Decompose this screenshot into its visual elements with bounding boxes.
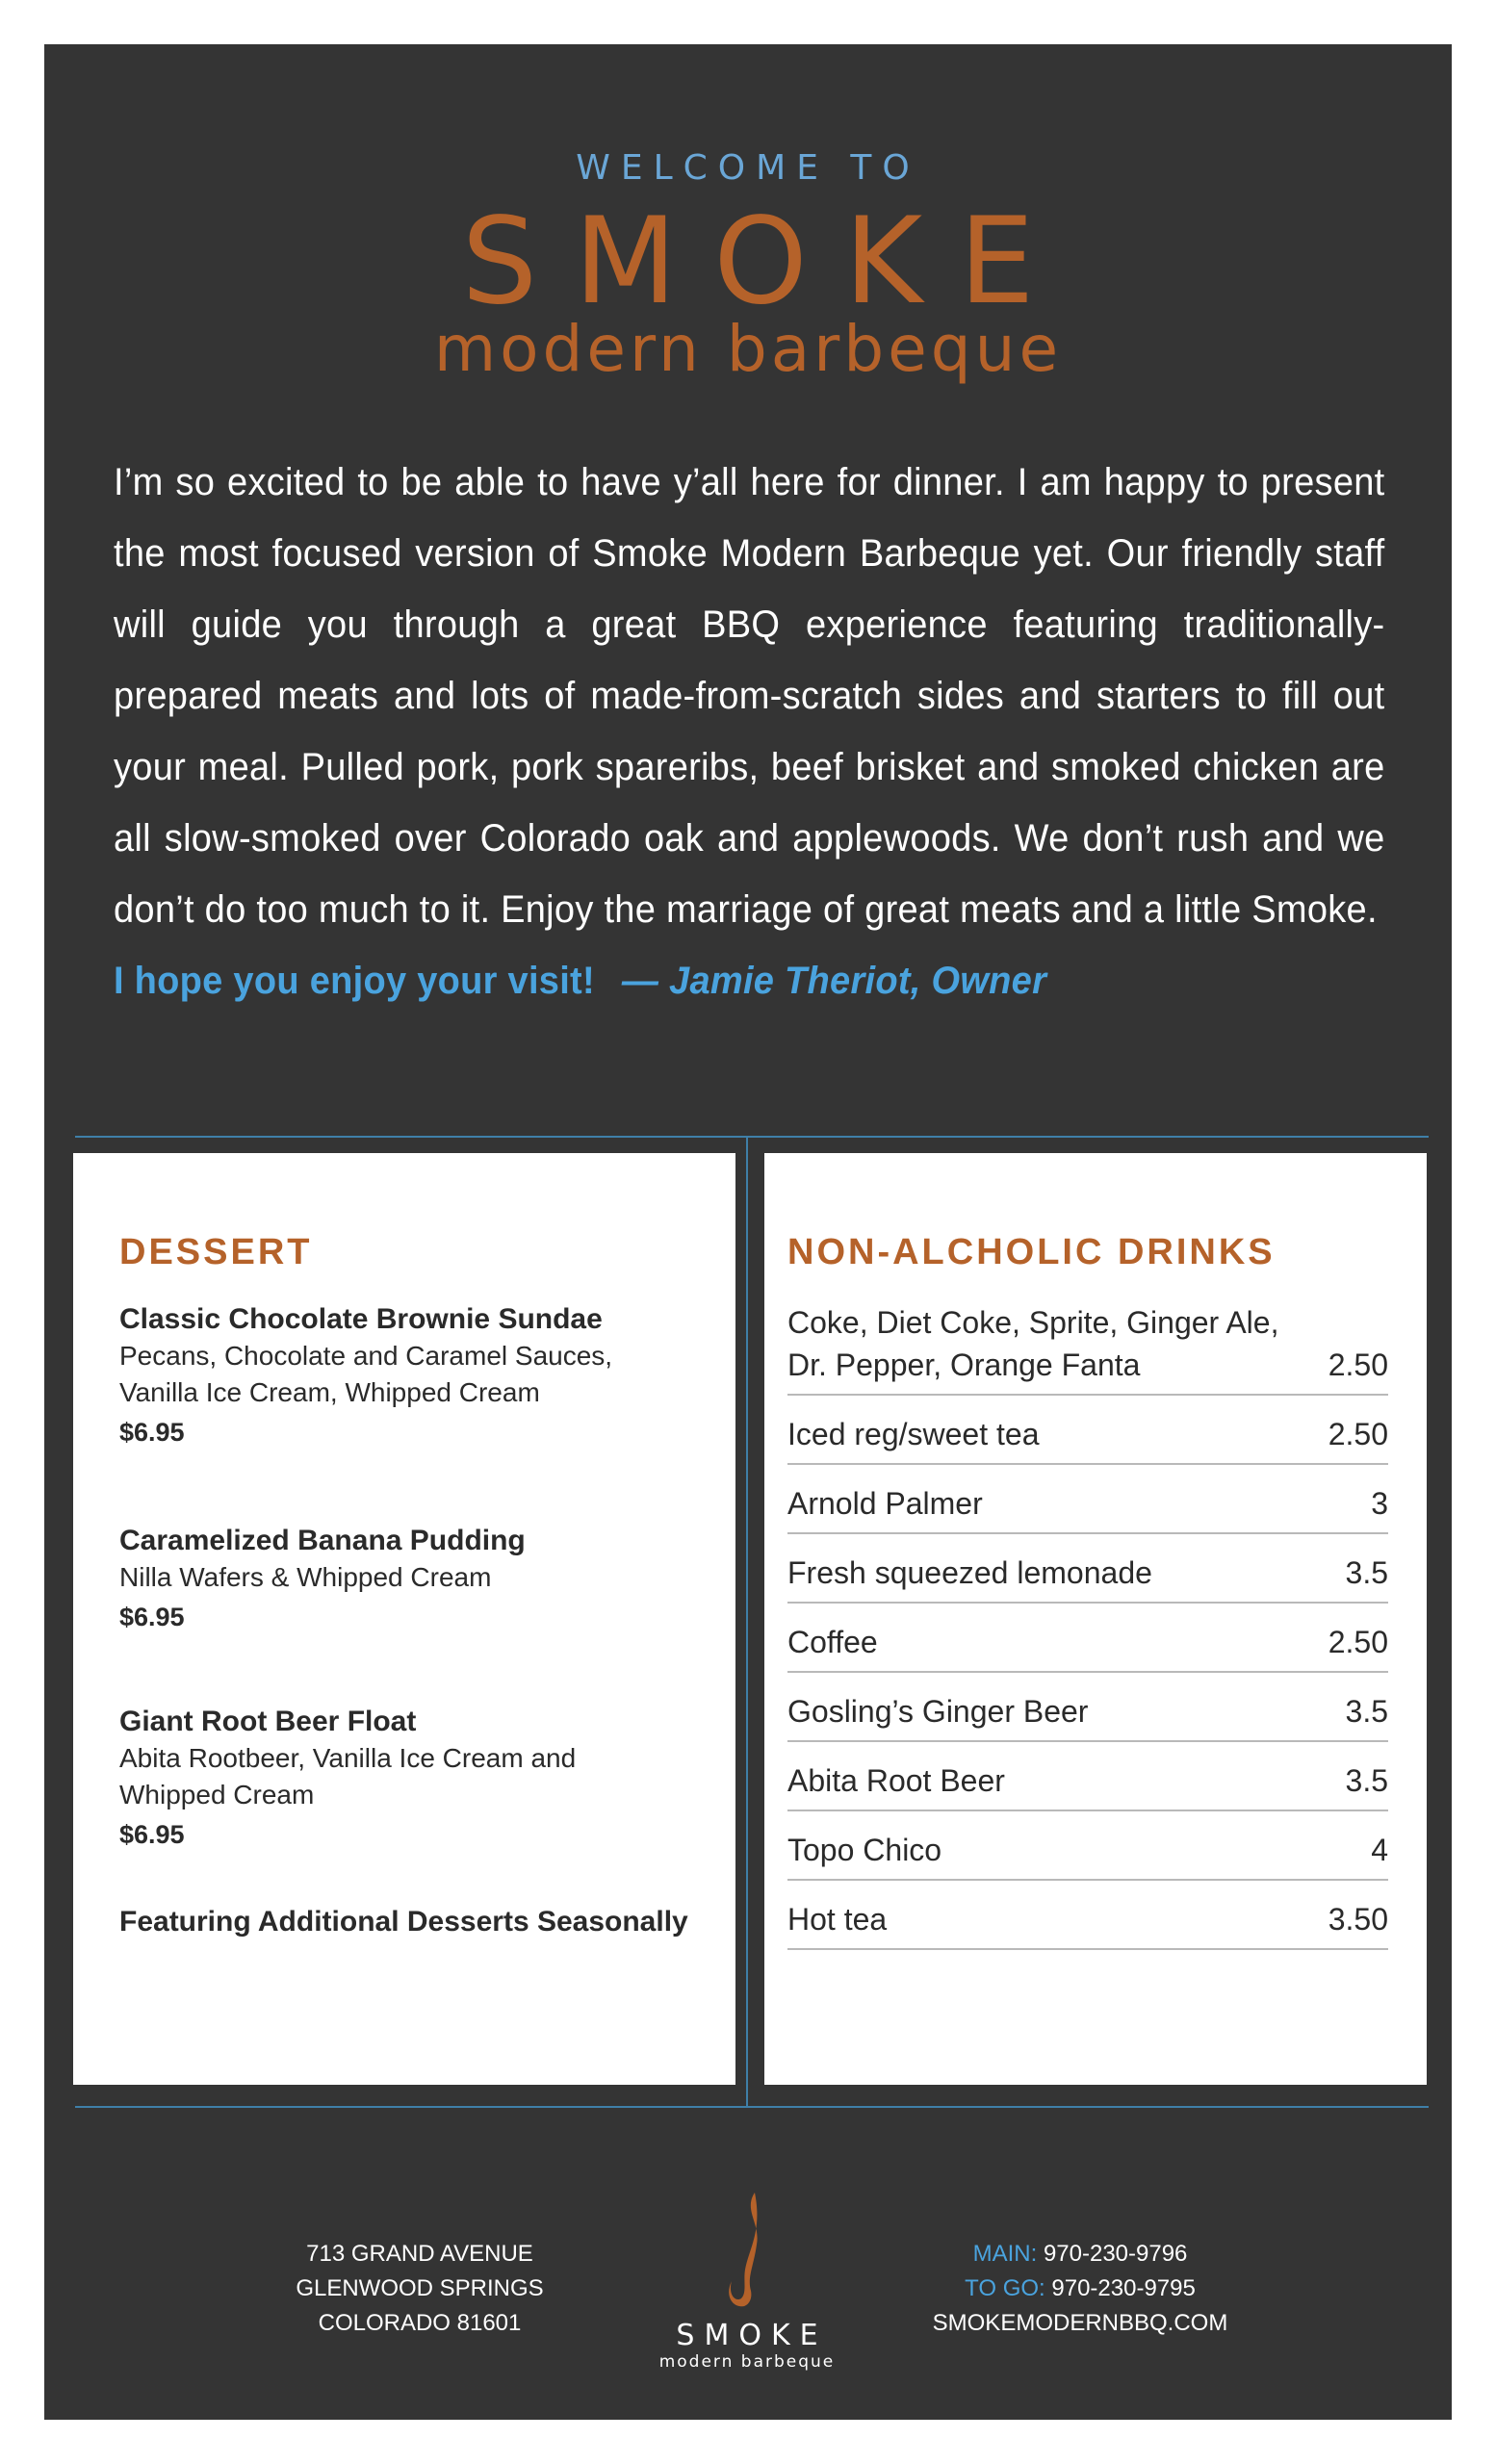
dessert-desc-line: Whipped Cream <box>119 1780 315 1810</box>
drink-row <box>787 1811 1388 1881</box>
drink-price: 2.50 <box>1328 1348 1388 1382</box>
welcome-heading: WELCOME TO <box>576 148 920 188</box>
main-phone-line <box>907 2237 1253 2272</box>
dessert-name: Giant Root Beer Float <box>119 1706 417 1737</box>
dessert-title: DESSERT <box>119 1232 313 1272</box>
drink-name: Coffee <box>787 1625 878 1659</box>
drink-name: Fresh squeezed lemonade <box>787 1555 1152 1590</box>
menu-page <box>44 44 1452 2420</box>
drink-name: Topo Chico <box>787 1833 942 1867</box>
dessert-price: $6.95 <box>119 1603 185 1631</box>
drink-price: 2.50 <box>1328 1625 1388 1659</box>
brand-tagline: modern barbeque <box>433 312 1063 386</box>
drink-price: 3.5 <box>1345 1555 1388 1590</box>
main-phone-number[interactable]: 970-230-9796 <box>1043 2241 1188 2267</box>
dessert-desc-line: Vanilla Ice Cream, Whipped Cream <box>119 1377 540 1407</box>
menu-band-bottom-rule <box>75 2106 1429 2108</box>
dessert-panel <box>73 1153 735 2085</box>
dessert-price: $6.95 <box>119 1820 185 1849</box>
drink-price: 3 <box>1371 1486 1388 1521</box>
drink-name: Abita Root Beer <box>787 1763 1005 1798</box>
dessert-item <box>119 1523 716 1638</box>
main-phone-label: MAIN: <box>972 2241 1038 2267</box>
dessert-desc-line: Abita Rootbeer, Vanilla Ice Cream and <box>119 1743 577 1773</box>
drink-row <box>787 1881 1388 1950</box>
drink-price: 4 <box>1371 1833 1388 1867</box>
drinks-list <box>787 1301 1388 1950</box>
dessert-name: Classic Chocolate Brownie Sundae <box>119 1303 603 1335</box>
menu-band-divider <box>746 1136 748 2108</box>
drink-row <box>787 1301 1388 1396</box>
drink-price: 3.5 <box>1345 1763 1388 1798</box>
footer-logo <box>641 2189 853 2372</box>
dessert-desc-line: Nilla Wafers & Whipped Cream <box>119 1562 492 1592</box>
website-link[interactable]: SMOKEMODERNBBQ.COM <box>932 2310 1228 2336</box>
dessert-name: Caramelized Banana Pudding <box>119 1525 526 1556</box>
contact-info <box>907 2237 1253 2341</box>
drink-row <box>787 1534 1388 1604</box>
drink-row <box>787 1465 1388 1534</box>
intro-text: I’m so excited to be able to have y’all here for dinner. I am happy to present the most focused version of Smoke Modern Barbeque yet. Our friendly staff will guide you through a great BBQ experience featuring traditionally-prepared meats and lots of made-from-scratch sides and starters to fill out your meal. Pulled pork, pork spareribs, beef brisket and smoked chicken are all slow-smoked over Colorado oak and applewoods. We don’t rush and we don’t do too much to it. Enjoy the marriage of great meats and a little Smoke. <box>114 461 1385 931</box>
menu-band-top-rule <box>75 1136 1429 1138</box>
drinks-panel <box>764 1153 1427 2085</box>
smoke-flame-icon <box>718 2189 776 2314</box>
dessert-item <box>119 1301 716 1453</box>
intro-signoff <box>114 960 1046 1002</box>
footer-logo-name: SMOKE <box>676 2319 828 2352</box>
togo-phone-number[interactable]: 970-230-9795 <box>1051 2275 1196 2301</box>
drink-name: Gosling’s Ginger Beer <box>787 1694 1089 1729</box>
dessert-item <box>119 1704 716 1856</box>
drink-name: Hot tea <box>787 1902 888 1937</box>
address-line: 713 GRAND AVENUE <box>306 2241 533 2267</box>
closing-line: I hope you enjoy your visit! <box>114 960 595 1002</box>
footer-logo-tagline: modern barbeque <box>658 2352 836 2372</box>
drink-price: 3.5 <box>1345 1694 1388 1729</box>
address-line: GLENWOOD SPRINGS <box>296 2275 544 2301</box>
drink-price: 2.50 <box>1328 1417 1388 1451</box>
brand-logo-text: SMOKE <box>461 192 1071 331</box>
drink-row <box>787 1742 1388 1811</box>
restaurant-address <box>275 2237 564 2341</box>
dessert-price: $6.95 <box>119 1418 185 1447</box>
togo-phone-line <box>907 2272 1253 2306</box>
drink-name: Arnold Palmer <box>787 1486 983 1521</box>
drinks-title: NON-ALCHOLIC DRINKS <box>787 1232 1276 1272</box>
drink-row <box>787 1604 1388 1673</box>
intro-letter <box>114 447 1385 1016</box>
drink-name: Iced reg/sweet tea <box>787 1417 1040 1451</box>
owner-signature: — Jamie Theriot, Owner <box>621 960 1047 1002</box>
drink-row <box>787 1673 1388 1742</box>
dessert-desc-line: Pecans, Chocolate and Caramel Sauces, <box>119 1341 613 1371</box>
address-line: COLORADO 81601 <box>318 2310 522 2336</box>
togo-phone-label: TO GO: <box>965 2275 1045 2301</box>
dessert-seasonal-note: Featuring Additional Desserts Seasonally <box>119 1906 688 1938</box>
drink-name: Coke, Diet Coke, Sprite, Ginger Ale, Dr. Pepper, Orange Fanta <box>787 1305 1279 1382</box>
drink-price: 3.50 <box>1328 1902 1388 1937</box>
drink-row <box>787 1396 1388 1465</box>
